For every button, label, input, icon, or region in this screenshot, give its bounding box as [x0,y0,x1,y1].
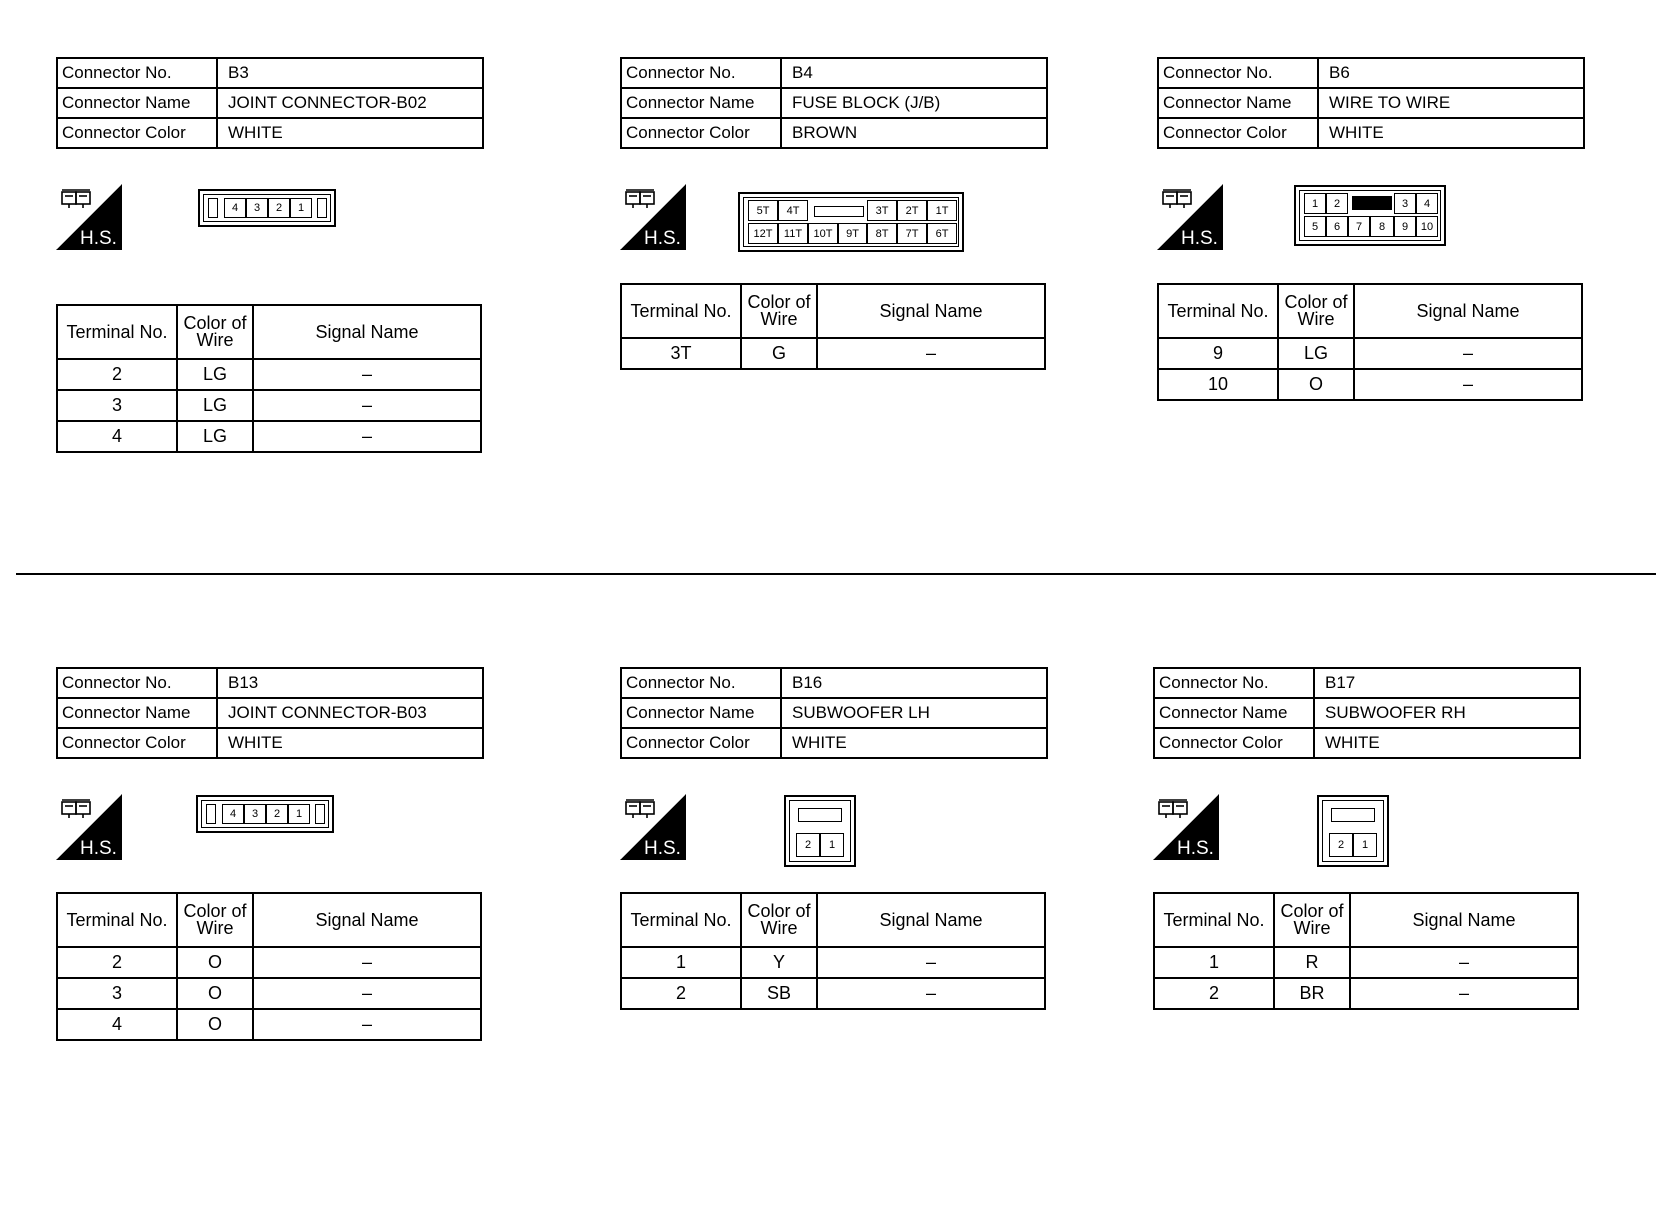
signal-name-cell: – [253,359,481,390]
connector-housing [789,800,851,862]
pin-8t: 8T [867,223,897,244]
connector-housing [743,197,959,247]
wire-color-cell: G [741,338,817,369]
color-of-wire-header: Color of Wire [1278,284,1354,338]
wire-color-cell: R [1274,947,1350,978]
signal-name-cell: – [253,947,481,978]
pin-4t: 4T [778,200,808,221]
pin-7t: 7T [897,223,927,244]
connector-no-label: Connector No. [57,58,217,88]
table-row [57,947,481,978]
connector-info-table [620,667,1048,759]
wire-color-cell: BR [1274,978,1350,1009]
pin-3: 3 [1394,193,1416,214]
connector-housing [201,800,329,828]
hs-badge-text: H.S. [1181,228,1218,249]
terminal-no-header: Terminal No. [621,284,741,338]
signal-name-header: Signal Name [817,893,1045,947]
pin-1: 1 [820,833,844,857]
connector-panel-b17 [1153,667,1593,1147]
connector-color-label: Connector Color [57,118,217,148]
connector-color-value: WHITE [1318,118,1584,148]
terminal-no-cell: 2 [621,978,741,1009]
connector-color-label: Connector Color [1158,118,1318,148]
harness-side-icon [56,794,122,860]
pin-11t: 11T [778,223,808,244]
pin-1: 1 [290,198,312,218]
connector-latch [315,804,325,824]
pin-5: 5 [1304,216,1326,237]
pin-2: 2 [266,804,288,824]
table-row [57,390,481,421]
terminal-table [620,892,1046,1010]
color-of-wire-header: Color of Wire [177,305,253,359]
terminal-no-header: Terminal No. [57,305,177,359]
terminal-table [1153,892,1579,1010]
pin-10t: 10T [808,223,838,244]
signal-name-cell: – [253,1009,481,1040]
wire-color-cell: O [1278,369,1354,400]
signal-name-cell: – [817,947,1045,978]
pin-3: 3 [244,804,266,824]
terminal-no-cell: 4 [57,421,177,452]
connector-latch [814,206,864,217]
pin-9: 9 [1394,216,1416,237]
connector-color-label: Connector Color [621,118,781,148]
table-row [1154,978,1578,1009]
connector-name-label: Connector Name [57,88,217,118]
connector-face-b4 [738,192,964,252]
terminal-no-cell: 2 [57,947,177,978]
hs-badge-text: H.S. [644,838,681,859]
connector-name-label: Connector Name [1158,88,1318,118]
signal-name-header: Signal Name [253,893,481,947]
connector-info-table [1157,57,1585,149]
signal-name-header: Signal Name [253,305,481,359]
harness-side-icon [620,794,686,860]
table-row [57,978,481,1009]
terminal-no-cell: 1 [1154,947,1274,978]
signal-name-cell: – [817,978,1045,1009]
signal-name-cell: – [253,421,481,452]
connector-info-table [56,667,484,759]
terminal-no-cell: 3 [57,390,177,421]
pin-2: 2 [1326,193,1348,214]
terminal-table [56,892,482,1041]
connector-color-value: WHITE [217,728,483,758]
signal-name-cell: – [1354,338,1582,369]
pin-3t: 3T [867,200,897,221]
connector-housing [1299,190,1441,241]
terminal-no-cell: 1 [621,947,741,978]
connector-name-value: SUBWOOFER LH [781,698,1047,728]
connector-latch [208,198,218,218]
connector-name-value: FUSE BLOCK (J/B) [781,88,1047,118]
connector-no-label: Connector No. [1154,668,1314,698]
pin-2: 2 [268,198,290,218]
connector-name-value: JOINT CONNECTOR-B02 [217,88,483,118]
pin-4: 4 [1416,193,1438,214]
terminal-no-header: Terminal No. [1154,893,1274,947]
connector-name-label: Connector Name [621,698,781,728]
terminal-no-cell: 3T [621,338,741,369]
terminal-no-cell: 2 [1154,978,1274,1009]
signal-name-cell: – [253,978,481,1009]
connector-no-value: B4 [781,58,1047,88]
pin-4: 4 [222,804,244,824]
wire-color-cell: O [177,947,253,978]
table-row [57,1009,481,1040]
signal-name-header: Signal Name [817,284,1045,338]
terminal-no-cell: 4 [57,1009,177,1040]
terminal-table [56,304,482,453]
hs-badge-text: H.S. [80,228,117,249]
connector-name-value: WIRE TO WIRE [1318,88,1584,118]
color-of-wire-header: Color of Wire [741,284,817,338]
connector-housing [203,194,331,222]
hs-badge-text: H.S. [80,838,117,859]
connector-no-value: B16 [781,668,1047,698]
signal-name-header: Signal Name [1350,893,1578,947]
table-row [621,978,1045,1009]
connector-no-label: Connector No. [621,668,781,698]
pin-8: 8 [1370,216,1394,237]
connector-no-value: B13 [217,668,483,698]
connector-latch [317,198,327,218]
connector-face-b3 [198,189,336,227]
pin-1t: 1T [927,200,957,221]
connector-color-label: Connector Color [621,728,781,758]
connector-color-value: WHITE [1314,728,1580,758]
table-row [621,338,1045,369]
connector-face-b16 [784,795,856,867]
terminal-no-header: Terminal No. [57,893,177,947]
wire-color-cell: O [177,1009,253,1040]
connector-latch [1352,196,1392,210]
connector-face-b13 [196,795,334,833]
table-row [1154,947,1578,978]
terminal-no-header: Terminal No. [1158,284,1278,338]
connector-no-value: B3 [217,58,483,88]
connector-name-label: Connector Name [621,88,781,118]
wire-color-cell: LG [177,359,253,390]
wire-color-cell: Y [741,947,817,978]
connector-name-label: Connector Name [1154,698,1314,728]
pin-1: 1 [1353,833,1377,857]
connector-name-value: JOINT CONNECTOR-B03 [217,698,483,728]
pin-5t: 5T [748,200,778,221]
connector-color-label: Connector Color [57,728,217,758]
wire-color-cell: LG [177,421,253,452]
pin-10: 10 [1416,216,1438,237]
connector-color-value: WHITE [781,728,1047,758]
wire-color-cell: LG [1278,338,1354,369]
wire-color-cell: LG [177,390,253,421]
pin-1: 1 [1304,193,1326,214]
pin-3: 3 [246,198,268,218]
connector-panel-b16 [620,667,1060,1147]
pin-1: 1 [288,804,310,824]
signal-name-cell: – [1354,369,1582,400]
pin-2: 2 [796,833,820,857]
connector-name-label: Connector Name [57,698,217,728]
section-divider [16,573,1656,575]
table-row [57,359,481,390]
hs-badge-text: H.S. [1177,838,1214,859]
connector-info-table [1153,667,1581,759]
table-row [1158,338,1582,369]
table-row [57,421,481,452]
terminal-no-cell: 3 [57,978,177,1009]
connector-latch [206,804,216,824]
color-of-wire-header: Color of Wire [1274,893,1350,947]
pin-9t: 9T [838,223,867,244]
connector-panel-b13 [56,667,496,1147]
wire-color-cell: SB [741,978,817,1009]
connector-face-b17 [1317,795,1389,867]
connector-no-value: B6 [1318,58,1584,88]
connector-latch [798,808,842,822]
pin-7: 7 [1348,216,1370,237]
connector-housing [1322,800,1384,862]
harness-side-icon [1157,184,1223,250]
signal-name-cell: – [1350,947,1578,978]
connector-face-b6 [1294,185,1446,246]
wire-color-cell: O [177,978,253,1009]
table-row [1158,369,1582,400]
signal-name-header: Signal Name [1354,284,1582,338]
connector-info-table [620,57,1048,149]
connector-panel-b4 [620,57,1060,537]
signal-name-cell: – [253,390,481,421]
terminal-table [1157,283,1583,401]
color-of-wire-header: Color of Wire [741,893,817,947]
pin-2: 2 [1329,833,1353,857]
connector-no-label: Connector No. [621,58,781,88]
pin-6t: 6T [927,223,957,244]
terminal-no-cell: 10 [1158,369,1278,400]
pin-2t: 2T [897,200,927,221]
signal-name-cell: – [817,338,1045,369]
terminal-no-header: Terminal No. [621,893,741,947]
color-of-wire-header: Color of Wire [177,893,253,947]
connector-latch [1331,808,1375,822]
signal-name-cell: – [1350,978,1578,1009]
connector-color-value: WHITE [217,118,483,148]
hs-badge-text: H.S. [644,228,681,249]
connector-panel-b6 [1157,57,1597,537]
terminal-no-cell: 9 [1158,338,1278,369]
terminal-no-cell: 2 [57,359,177,390]
table-row [621,947,1045,978]
connector-color-value: BROWN [781,118,1047,148]
connector-no-value: B17 [1314,668,1580,698]
harness-side-icon [1153,794,1219,860]
connector-info-table [56,57,484,149]
pin-6: 6 [1326,216,1348,237]
harness-side-icon [56,184,122,250]
pin-4: 4 [224,198,246,218]
connector-name-value: SUBWOOFER RH [1314,698,1580,728]
terminal-table [620,283,1046,370]
connector-no-label: Connector No. [1158,58,1318,88]
connector-panel-b3 [56,57,496,537]
connector-no-label: Connector No. [57,668,217,698]
connector-color-label: Connector Color [1154,728,1314,758]
harness-side-icon [620,184,686,250]
pin-12t: 12T [748,223,778,244]
